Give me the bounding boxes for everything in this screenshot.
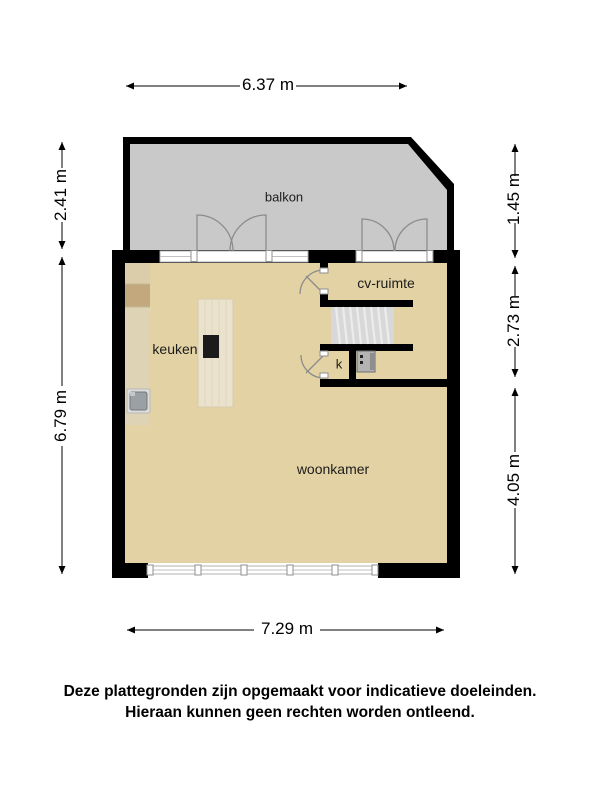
room-label-closet: k	[335, 356, 343, 372]
dimension-label-right-middle: 2.73 m	[504, 295, 523, 347]
boiler-appliance	[357, 351, 375, 372]
room-label-balkon: balkon	[264, 189, 304, 205]
dimension-label-balcony-height: 2.41 m	[51, 169, 70, 221]
bottom-window	[147, 563, 378, 578]
main-floor	[125, 263, 447, 563]
dimension-label-right-lower: 4.05 m	[504, 454, 523, 506]
cooktop	[203, 335, 219, 358]
room-label-keuken: keuken	[152, 341, 198, 357]
room-label-woonkamer: woonkamer	[296, 461, 370, 477]
dimension-label-main-width: 7.29 m	[261, 619, 313, 638]
dimension-label-main-height: 6.79 m	[51, 390, 70, 442]
stairs	[331, 307, 394, 344]
disclaimer	[0, 681, 600, 723]
disclaimer-line-2: Hieraan kunnen geen rechten worden ontleend.	[125, 704, 475, 721]
sink	[127, 389, 150, 413]
dimension-label-balcony-width: 6.37 m	[242, 75, 294, 94]
room-label-cv-ruimte: cv-ruimte	[357, 275, 415, 291]
kitchen-island	[198, 299, 233, 407]
kitchen-counter	[125, 263, 150, 425]
dimension-label-right-upper: 1.45 m	[504, 173, 523, 225]
disclaimer-line-1: Deze plattegronden zijn opgemaakt voor indicatieve doeleinden.	[63, 683, 537, 700]
